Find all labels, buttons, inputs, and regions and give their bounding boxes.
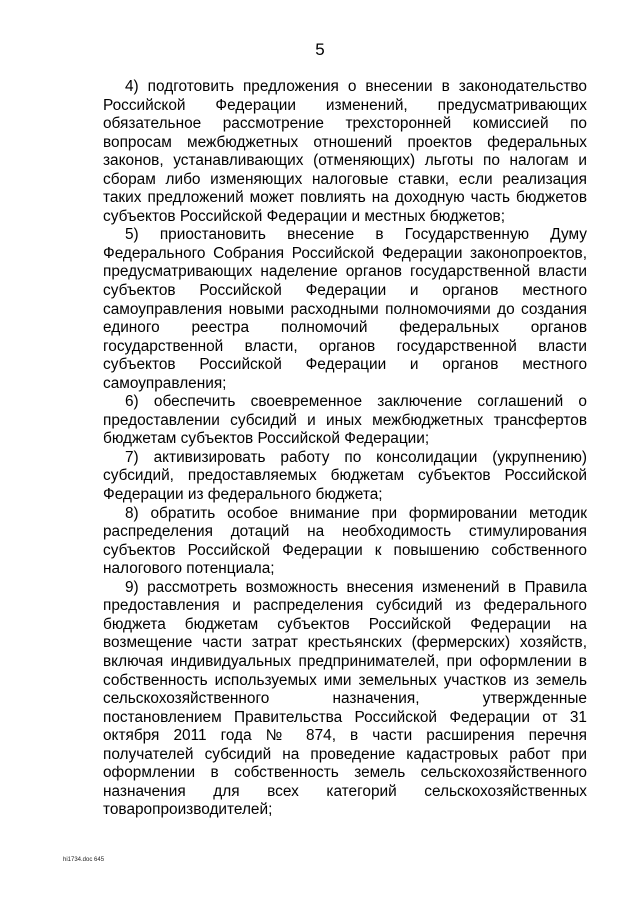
paragraph-item-4: 4) подготовить предложения о внесении в законодательство Российской Федерации изменений, предусматривающих обязательное рассмотрение трехсторонней комиссией по вопросам межбюджетных отношений проектов федеральных законов, устанавливающих (отменяющих) льготы по налогам и сборам либо изменяющих налоговые ставки, если реализация таких предложений может повлиять на доходную часть бюджетов субъектов Российской Федерации и местных бюджетов;: [103, 78, 587, 225]
paragraph-item-6: 6) обеспечить своевременное заключение соглашений о предоставлении субсидий и иных межбюджетных трансфертов бюджетам субъектов Российской Федерации;: [103, 393, 587, 448]
paragraph-item-8: 8) обратить особое внимание при формировании методик распределения дотаций на необходимость стимулирования субъектов Российской Федерации к повышению собственного налогового потенциала;: [103, 504, 587, 578]
document-body: [103, 78, 587, 820]
paragraph-item-7: 7) активизировать работу по консолидации (укрупнению) субсидий, предоставляемых бюджетам субъектов Российской Федерации из федерального бюджета;: [103, 448, 587, 504]
paragraph-item-5: 5) приостановить внесение в Государственную Думу Федерального Собрания Российской Федерации законопроектов, предусматривающих наделение органов государственной власти субъектов Российской Федерации и органов местного самоуправления новыми расходными полномочиями до создания единого реестра полномочий федеральных органов государственной власти, органов государственной власти субъектов Российской Федерации и органов местного самоуправления;: [103, 226, 587, 392]
paragraph-item-9: 9) рассмотреть возможность внесения изменений в Правила предоставления и распределения субсидий из федерального бюджета бюджетам субъектов Российской Федерации на возмещение части затрат крестьянских (фермерских) хозяйств, включая индивидуальных предпринимателей, при оформлении в собственность используемых ими земельных участков из земель сельскохозяйственного назначения, утвержденные постановлением Правительства Российской Федерации от 31 октября 2011 года № 874, в части расширения перечня получателей субсидий на проведение кадастровых работ при оформлении в собственность земель сельскохозяйственного назначения для всех категорий сельскохозяйственных товаропроизводителей;: [103, 578, 587, 819]
page-number: 5: [315, 40, 325, 59]
footer-file-reference: hi1734.doc 645: [63, 857, 105, 863]
